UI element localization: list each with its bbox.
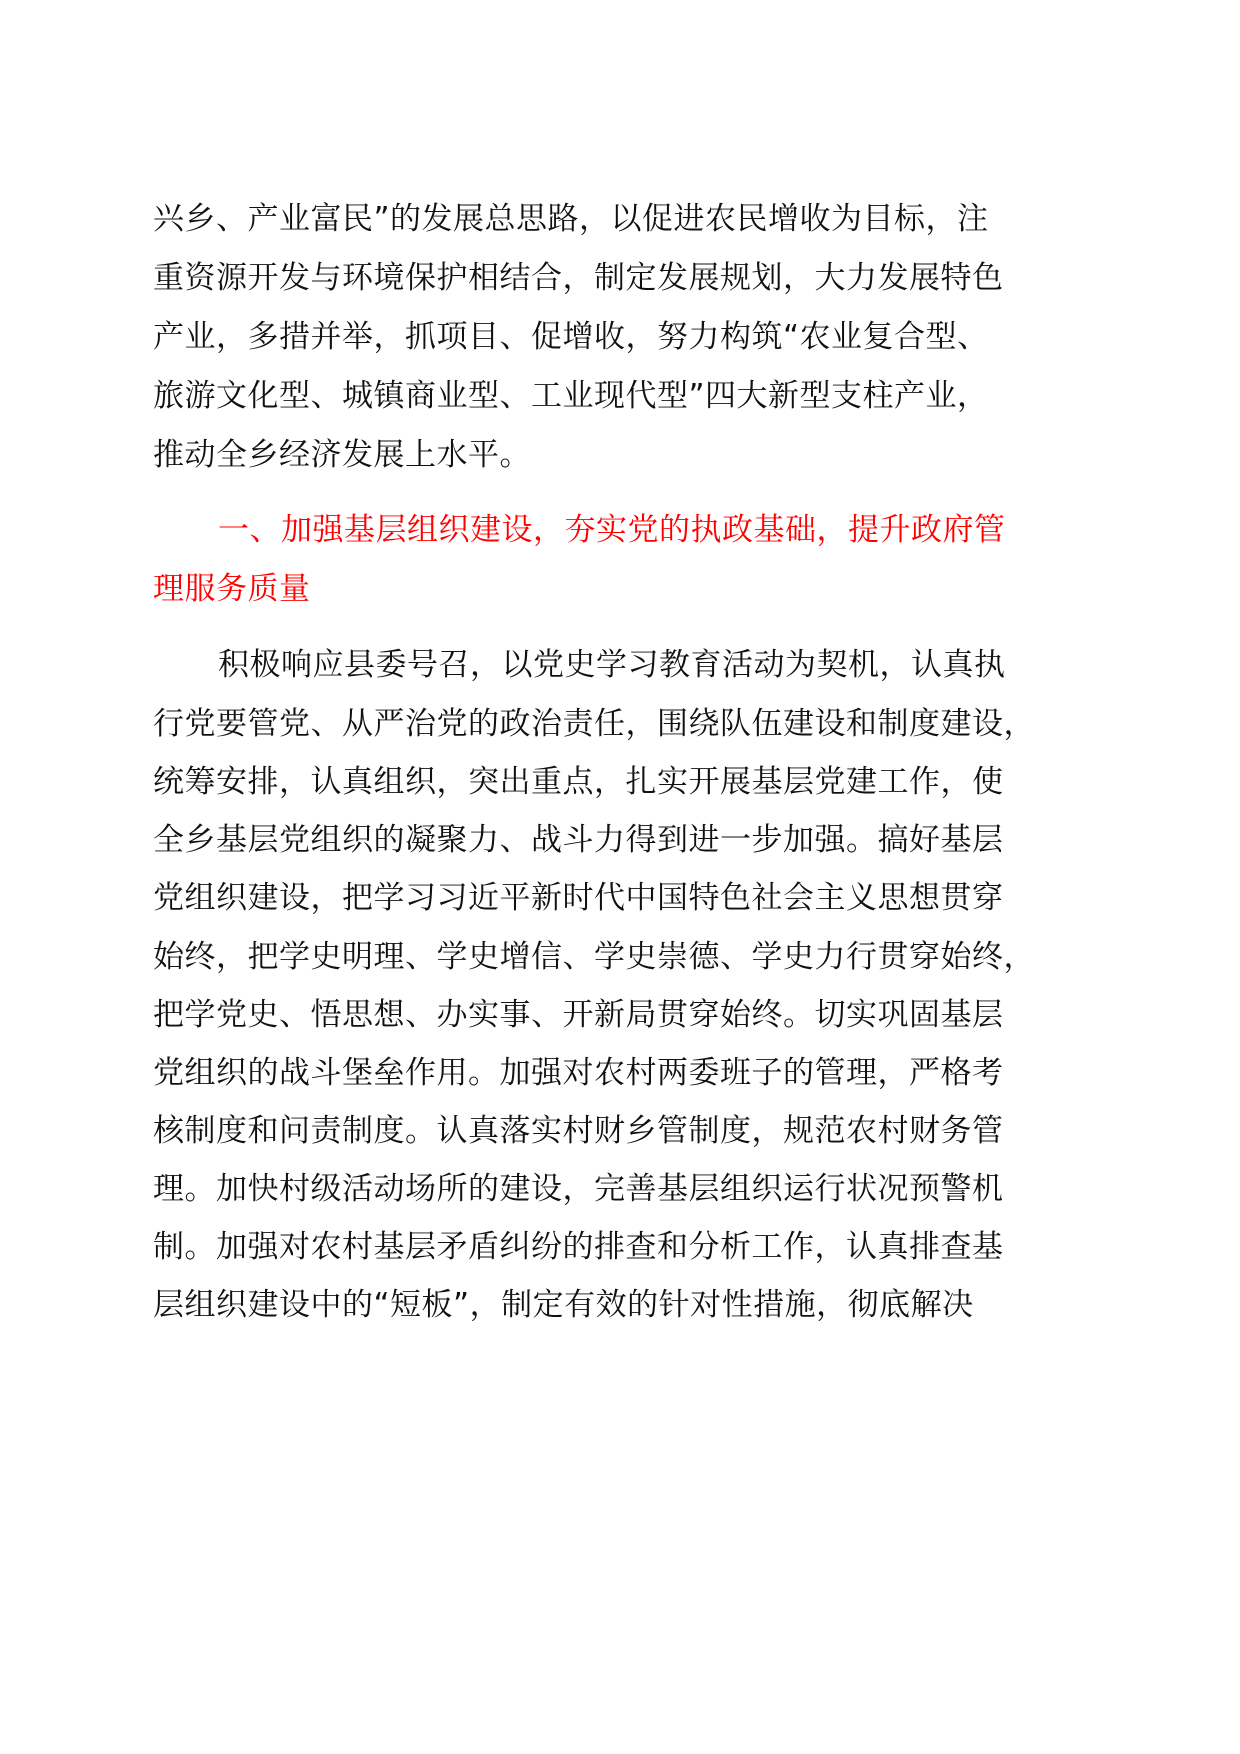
body-line: 把学党史、悟思想、办实事、开新局贯穿始终。切实巩固基层 <box>153 997 1004 1033</box>
body-line: 行党要管党、从严治党的政治责任，围绕队伍建设和制度建设， <box>153 706 1035 742</box>
body-line: 核制度和问责制度。认真落实村财乡管制度，规范农村财务管 <box>153 1113 1004 1149</box>
body-line: 始终，把学史明理、学史增信、学史崇德、学史力行贯穿始终， <box>153 939 1035 975</box>
intro-line: 兴乡、产业富民”的发展总思路，以促进农民增收为目标，注 <box>153 201 989 237</box>
section-heading-line: 一、加强基层组织建设，夯实党的执政基础，提升政府管 <box>218 512 1006 548</box>
intro-line: 推动全乡经济发展上水平。 <box>153 437 531 473</box>
intro-line: 重资源开发与环境保护相结合，制定发展规划，大力发展特色 <box>153 260 1004 296</box>
intro-line: 旅游文化型、城镇商业型、工业现代型”四大新型支柱产业， <box>153 378 989 414</box>
intro-line: 产业，多措并举，抓项目、促增收，努力构筑“农业复合型、 <box>153 319 989 355</box>
body-line: 全乡基层党组织的凝聚力、战斗力得到进一步加强。搞好基层 <box>153 822 1004 858</box>
body-line: 党组织建设，把学习习近平新时代中国特色社会主义思想贯穿 <box>153 880 1004 916</box>
body-line: 党组织的战斗堡垒作用。加强对农村两委班子的管理，严格考 <box>153 1055 1004 1091</box>
body-line: 积极响应县委号召，以党史学习教育活动为契机，认真执 <box>218 647 1006 683</box>
section-heading-line: 理服务质量 <box>153 571 311 607</box>
body-line: 理。加快村级活动场所的建设，完善基层组织运行状况预警机 <box>153 1171 1004 1207</box>
body-line: 统筹安排，认真组织，突出重点，扎实开展基层党建工作，使 <box>153 764 1004 800</box>
body-line: 制。加强对农村基层矛盾纠纷的排查和分析工作，认真排查基 <box>153 1229 1004 1265</box>
body-line: 层组织建设中的“短板”，制定有效的针对性措施，彻底解决 <box>153 1287 974 1323</box>
